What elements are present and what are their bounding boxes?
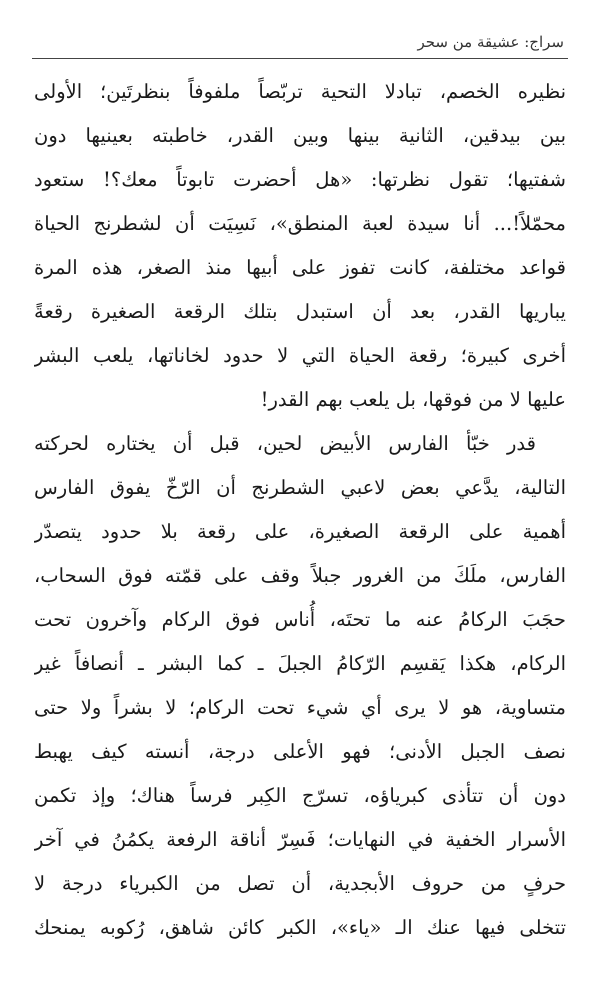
text-line: الأسرار الخفية في النهايات؛ فَسِرّ أناقة الرفعة يكمُنُ في آخر [34,828,566,851]
paragraph-1 [34,70,566,422]
text-line: متساوية، هو لا يرى أي شيء تحت الركام؛ لا بشراً ولا حتى [34,696,566,719]
text-line: حجَبَ الركامُ عنه ما تحتَه، أُناس فوق الركام وآخرون تحت [34,608,566,631]
header-rule [32,58,568,59]
text-line: نصف الجبل الأدنى؛ فهو الأعلى درجة، أنسته كيف يهبط [34,740,566,763]
text-line: قدر خبّأ الفارس الأبيض لحين، قبل أن يختاره لحركته [34,432,536,455]
text-line: عليها لا من فوقها، بل يلعب بهم القدر! [260,388,566,411]
text-line: محمّلاً!... أنا سيدة لعبة المنطق»، نَسِيَت أن لشطرنج الحياة [34,212,566,235]
running-header: سراج: عشيقة من سحر [417,33,564,51]
text-line: تتخلى فيها عنك الـ «ياء»، الكبر كائن شاهق، رُكوبه يمنحك [34,916,566,939]
body-text [34,70,566,950]
text-line: أخرى كبيرة؛ رقعة الحياة التي لا حدود لخاناتها، يلعب البشر [34,344,566,367]
text-line: يباريها القدر، بعد أن استبدل بتلك الرقعة الصغيرة رقعةً [34,300,566,323]
text-line: شفتيها؛ تقول نظرتها: «هل أحضرت تابوتاً معك؟! ستعود [34,168,566,191]
text-line: الفارس، ملَكَ من الغرور جبلاً وقف على قمّته فوق السحاب، [34,564,566,587]
text-line: قواعد مختلفة، كانت تفوز على أبيها منذ الصغر، هذه المرة [34,256,566,279]
text-line: التالية، يدَّعي بعض لاعبي الشطرنج أن الرّخّ يفوق الفارس [34,476,566,499]
text-line: بين بيدقين، الثانية بينها وبين القدر، خاطبته بعينيها دون [34,124,566,147]
text-line: دون أن تتأذى كبرياؤه، تسرّج الكِبر فرساً هناك؛ وإذ تكمن [34,784,566,807]
paragraph-2 [34,422,566,950]
text-line: أهمية على الرقعة الصغيرة، على رقعة بلا حدود يتصدّر [34,520,566,543]
text-line: حرفٍ من حروف الأبجدية، أن تصل من الكبرياء درجة لا [34,872,566,895]
text-line: الركام، هكذا يَقسِم الرّكامُ الجبلَ ـ كما البشر ـ أنصافاً غير [34,652,566,675]
text-line: نظيره الخصم، تبادلا التحية تربّصاً ملفوفاً بنظرتَين؛ الأولى [34,80,566,103]
